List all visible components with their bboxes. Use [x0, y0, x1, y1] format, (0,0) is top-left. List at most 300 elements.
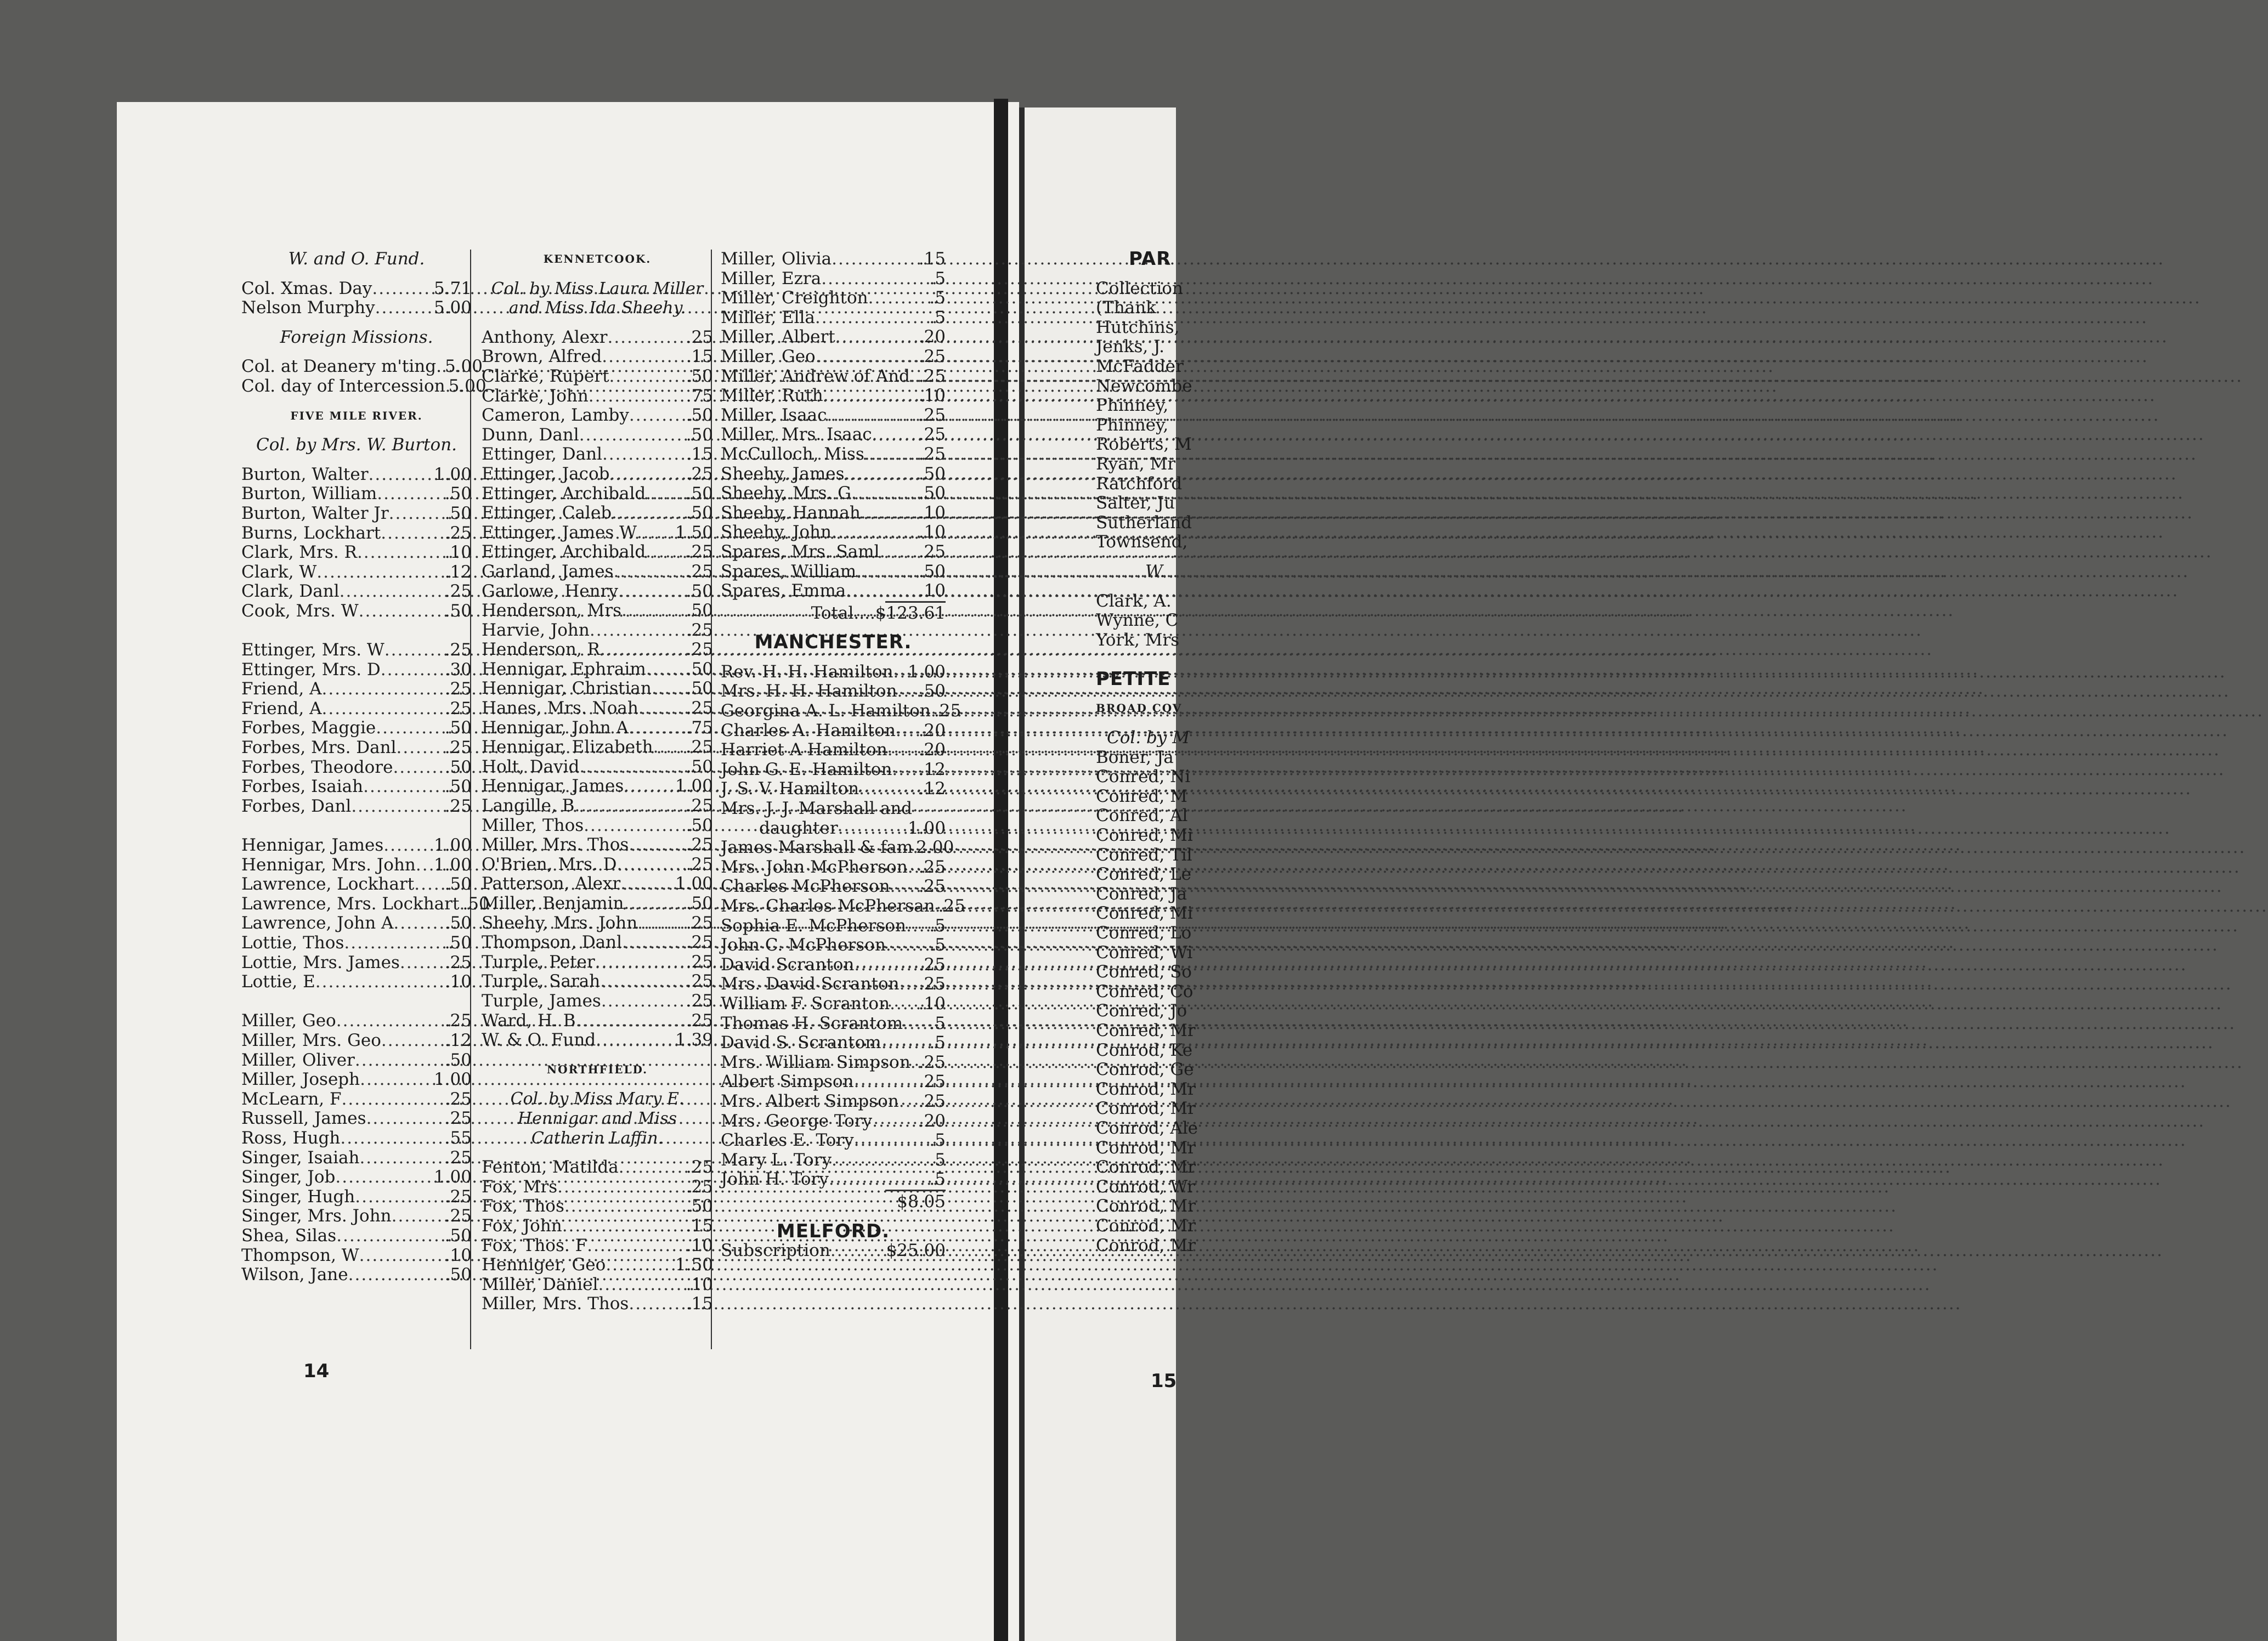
entry-name: Miller, Creighton [721, 288, 868, 308]
list-entry: Phinney, [1096, 415, 1169, 435]
entry-amount: .12 [918, 779, 946, 799]
entry-amount: .50 [686, 659, 713, 679]
dot-leader [612, 503, 686, 523]
entry-list [241, 835, 490, 992]
entry-name: Ettinger, Mrs. W [241, 640, 384, 660]
list-entry: Ratchford [1096, 473, 1183, 494]
entry-name: W. & O. Fund [482, 1030, 596, 1050]
list-entry [482, 426, 713, 445]
list-entry: Conred, Til [1096, 845, 1192, 865]
entry-amount: 1.00 [433, 835, 472, 856]
entry-amount: 1.39 [675, 1030, 713, 1050]
dot-leader [861, 503, 919, 523]
entry-name: Dunn, Danl [482, 425, 579, 445]
dot-leader [624, 777, 675, 796]
entry-amount: .25 [918, 1072, 946, 1092]
entry-amount: .5 [929, 915, 946, 936]
dot-leader [864, 445, 919, 465]
list-entry [482, 1294, 713, 1314]
entry-name: Clark, Mrs. R [241, 542, 357, 563]
entry-name: J. S. V. Hamilton [721, 779, 859, 799]
section-heading: NORTHFIELD. [546, 1062, 648, 1076]
list-entry [482, 679, 713, 699]
column-1 [241, 249, 490, 1285]
entry-amount: .20 [918, 327, 946, 347]
entry-amount: .25 [686, 1010, 713, 1031]
list-entry [241, 1246, 472, 1266]
list-entry [241, 875, 472, 895]
entry-list [241, 641, 472, 816]
entry-amount: 5.00 [444, 357, 483, 377]
entry-name: Col. at Deanery m'ting. [241, 357, 442, 377]
manchester-total: $8.05 [897, 1191, 946, 1212]
entry-name: William F. Scranton [721, 993, 890, 1014]
list-entry [241, 699, 472, 719]
dot-leader [574, 796, 686, 816]
entry-amount: .25 [686, 1176, 713, 1197]
list-entry: Wynne, C [1096, 610, 1179, 631]
dot-leader [342, 1090, 445, 1110]
entry-amount: .5 [929, 1033, 946, 1053]
list-entry: Roberts, M [1096, 434, 1192, 455]
list-entry [721, 994, 946, 1014]
dot-leader [316, 563, 444, 582]
list-entry [721, 581, 946, 601]
dot-leader [579, 757, 686, 777]
dot-leader [596, 1031, 675, 1050]
entry-amount: .25 [918, 1091, 946, 1111]
list-entry [721, 269, 946, 289]
entry-amount: $25.00 [886, 1241, 946, 1261]
entry-amount: .25 [686, 620, 713, 640]
entry-name: Miller, Isaac [721, 405, 827, 425]
entry-list [241, 279, 472, 318]
entry-name: John C. McPherson [721, 935, 886, 955]
entry-name: Lawrence, Mrs. Lockhart [241, 893, 460, 914]
dot-leader [355, 1187, 444, 1207]
entry-name: Wilson, Jane [241, 1265, 348, 1285]
list-entry [241, 797, 472, 817]
list-entry [241, 1226, 472, 1246]
entry-amount: .50 [686, 366, 713, 386]
list-entry [241, 758, 472, 778]
section-heading: FIVE MILE RIVER. [290, 409, 423, 422]
list-entry: Conrod, Mr [1096, 1138, 1196, 1158]
collector-line: Catherin Laffin. [531, 1128, 664, 1148]
entry-amount: .50 [686, 815, 713, 835]
list-entry [482, 640, 713, 660]
list-entry [241, 484, 472, 504]
dot-leader [377, 484, 444, 504]
entry-amount: .50 [444, 777, 472, 797]
list-entry: Conred, Al [1096, 806, 1188, 826]
entry-name: O'Brien, Mrs. D [482, 854, 617, 874]
entry-amount: .20 [918, 740, 946, 760]
dot-leader [910, 1053, 919, 1073]
list-entry [241, 1011, 472, 1031]
dot-leader [576, 1011, 686, 1031]
entry-amount: .50 [686, 601, 713, 621]
dot-leader [393, 914, 444, 933]
dot-leader [622, 933, 686, 953]
list-entry [721, 760, 946, 780]
entry-amount: .50 [444, 874, 472, 895]
entry-list [721, 819, 946, 839]
entry-amount: .25 [686, 854, 713, 874]
entry-amount: .5 [929, 935, 946, 955]
entry-name: Mrs. William Simpson [721, 1052, 910, 1072]
entry-list [721, 250, 946, 601]
section-heading: W. [1145, 561, 1166, 581]
entry-amount: .5 [929, 1169, 946, 1190]
entry-name: Singer, Isaiah [241, 1147, 360, 1168]
list-entry: Salter, Ju [1096, 493, 1175, 513]
dot-leader [887, 740, 919, 760]
entry-name: Spares, William [721, 561, 857, 581]
dot-leader [366, 1109, 445, 1129]
section-heading: W. and O. Fund. [288, 249, 425, 269]
entry-amount: .50 [444, 484, 472, 504]
dot-leader [637, 523, 675, 543]
entry-amount: .50 [686, 893, 713, 913]
entry-amount: .75 [686, 386, 713, 406]
dot-leader [389, 504, 445, 524]
entry-amount: .12 [918, 759, 946, 779]
dot-leader [589, 387, 686, 406]
entry-amount: .25 [444, 698, 472, 718]
list-entry [482, 835, 713, 855]
dot-leader [854, 1072, 919, 1092]
list-entry [482, 347, 713, 367]
list-entry [482, 1031, 713, 1050]
entry-amount: .10 [444, 972, 472, 992]
list-entry: McFadder [1096, 356, 1184, 376]
dot-leader [602, 445, 686, 465]
dot-leader [584, 816, 686, 836]
list-entry: Conred, Mi [1096, 903, 1193, 924]
entry-list [1096, 748, 1238, 1255]
entry-amount: .50 [918, 561, 946, 581]
entry-name: Singer, Hugh [241, 1186, 355, 1207]
dot-leader [832, 523, 919, 542]
entry-name: Garland, James [482, 561, 614, 581]
list-entry [482, 933, 713, 953]
entry-amount: .25 [686, 971, 713, 992]
page-number: 15 [1151, 1370, 1177, 1392]
entry-amount: .25 [686, 327, 713, 347]
list-entry [721, 838, 954, 858]
dot-leader [372, 279, 434, 299]
list-entry: Boner, Ja [1096, 747, 1174, 767]
list-entry [241, 1265, 472, 1285]
list-entry: Ryan, Mr [1096, 454, 1176, 474]
list-entry [241, 1129, 472, 1148]
entry-amount: 1.00 [907, 661, 946, 682]
page-number: 14 [303, 1360, 330, 1382]
list-entry [721, 406, 946, 426]
list-entry [241, 298, 472, 318]
entry-name: Garlowe, Henry [482, 581, 618, 601]
entry-amount: .12 [444, 1030, 472, 1050]
dot-leader [414, 875, 444, 895]
dot-leader [617, 855, 686, 875]
entry-name: Mrs. Albert Simpson [721, 1091, 899, 1111]
dot-leader [590, 621, 686, 641]
dot-leader [336, 1011, 445, 1031]
entry-name: Subscription [721, 1241, 830, 1261]
entry-name: Rev. H. H. Hamilton [721, 661, 893, 682]
entry-name: Clarke, John [482, 386, 589, 406]
entry-amount: .25 [686, 542, 713, 562]
entry-name: Ettinger, James W [482, 522, 637, 542]
entry-amount: 2.00 [916, 838, 954, 858]
list-entry [482, 523, 713, 543]
list-entry [241, 357, 483, 377]
list-entry: Townsend, [1096, 532, 1188, 552]
entry-name: Lottie, E [241, 972, 315, 992]
list-entry [482, 757, 713, 777]
entry-name: Spares, Mrs. Saml [721, 541, 880, 562]
collector-line: Col. by Miss Mary E. [510, 1089, 685, 1109]
list-entry [721, 682, 946, 701]
entry-amount: .10 [444, 1245, 472, 1265]
entry-name: Lawrence, John A [241, 913, 394, 933]
list-entry: Conred, Ja [1096, 884, 1187, 904]
dot-leader [652, 679, 686, 699]
dot-leader [832, 250, 919, 269]
entry-name: Sheehy, James [721, 463, 845, 484]
list-entry [721, 1033, 946, 1053]
entry-name: Fox, Mrs [482, 1176, 558, 1197]
entry-amount: .25 [444, 952, 472, 972]
dot-leader [609, 367, 686, 387]
dot-leader [384, 641, 445, 660]
entry-name: Henniger, Geo [482, 1255, 606, 1275]
dot-leader [336, 1226, 444, 1246]
entry-amount: 1.50 [675, 522, 713, 542]
list-entry: Conrod, Ale [1096, 1118, 1198, 1138]
list-entry [482, 972, 713, 992]
entry-name: Miller, Oliver [241, 1050, 355, 1070]
list-entry: Conred, Ni [1096, 767, 1191, 787]
list-entry [241, 836, 472, 856]
entry-amount: .25 [686, 796, 713, 816]
dot-leader [893, 663, 908, 682]
entry-name: Miller, Andrew of And [721, 366, 910, 386]
entry-name: Miller, Geo [241, 1011, 336, 1031]
entry-name: Burns, Lockhart [241, 523, 381, 543]
dot-leader [376, 718, 444, 738]
entry-name: James Marshall & fam [721, 838, 913, 858]
entry-name: Clark, Danl [241, 581, 340, 602]
entry-name: Patterson, Alexr [482, 874, 621, 894]
entry-amount: 1.00 [433, 855, 472, 875]
entry-amount: .75 [686, 717, 713, 738]
dot-leader [340, 582, 445, 602]
entry-amount: .50 [686, 1196, 713, 1216]
list-entry [482, 953, 713, 972]
dot-leader [621, 601, 686, 621]
entry-amount: .25 [686, 561, 713, 581]
entry-name: Turple, James [482, 991, 601, 1011]
entry-amount: .10 [918, 502, 946, 523]
list-entry: Conred, Lo [1096, 923, 1192, 943]
list-entry: Conrod, Mr [1096, 1215, 1196, 1236]
entry-amount: .25 [686, 835, 713, 855]
entry-name: McLearn, F [241, 1089, 342, 1109]
entry-amount: .25 [918, 954, 946, 975]
entry-amount: .25 [444, 679, 472, 699]
entry-name: Miller, Benjamin [482, 893, 624, 913]
entry-name: Sophia E. McPherson [721, 915, 906, 936]
entry-name: Holt, David [482, 756, 580, 777]
dot-leader [859, 779, 919, 799]
entry-amount: 1.00 [433, 464, 472, 484]
entry-amount: .10 [444, 542, 472, 563]
entry-name: Ettinger, Jacob [482, 463, 610, 484]
dot-leader [619, 1158, 686, 1178]
dot-leader [344, 933, 444, 953]
entry-name: Miller, Thos [482, 815, 584, 835]
dot-leader [600, 972, 686, 992]
entry-name: Miller, Ezra [721, 268, 822, 288]
entry-amount: .10 [918, 386, 946, 406]
entry-amount: .25 [686, 640, 713, 660]
dot-leader [890, 994, 919, 1014]
entry-name: Ross, Hugh [241, 1128, 341, 1148]
entry-amount: .50 [444, 1050, 472, 1070]
dot-leader [557, 1178, 686, 1197]
dot-leader [562, 1216, 686, 1236]
dot-leader [587, 1236, 686, 1256]
entry-amount: 1.00 [433, 1070, 472, 1090]
list-entry [482, 621, 713, 641]
entry-amount: .5 [929, 1013, 946, 1033]
dot-leader [400, 953, 445, 973]
entry-amount: .50 [686, 483, 713, 503]
list-entry [721, 1131, 946, 1151]
entry-name: Charles McPherson [721, 876, 890, 897]
list-entry [721, 779, 946, 799]
dot-leader [381, 1031, 445, 1051]
entry-name: Miller, Geo [721, 346, 816, 366]
entry-amount: 1.00 [433, 1167, 472, 1187]
list-entry [241, 1207, 472, 1226]
list-entry: Conred, Jo [1096, 1001, 1187, 1021]
entry-name: Ettinger, Caleb [482, 503, 612, 523]
entry-name: Forbes, Theodore [241, 757, 393, 777]
list-entry [241, 602, 472, 621]
list-entry: Conrod, Ke [1096, 1040, 1193, 1060]
list-entry [241, 933, 472, 953]
entry-name: Brown, Alfred [482, 347, 602, 367]
entry-list [721, 1241, 946, 1261]
dot-leader [595, 953, 686, 972]
entry-name: Mrs. H. H. Hamilton [721, 681, 897, 701]
entry-name: Henderson, Mrs [482, 601, 622, 621]
list-entry [241, 856, 472, 875]
list-entry [482, 465, 713, 484]
entry-list [721, 838, 965, 1190]
list-entry [721, 1170, 946, 1190]
entry-amount: .50 [444, 1265, 472, 1285]
dot-leader [835, 327, 919, 347]
list-entry: Sutherland [1096, 512, 1192, 533]
list-entry [721, 858, 946, 878]
dot-leader [610, 465, 686, 484]
entry-name: Hennigar, John A [482, 717, 629, 738]
list-entry [482, 816, 713, 836]
entry-name: Hennigar, James [241, 835, 384, 856]
entry-amount: .25 [444, 523, 472, 543]
dot-leader [816, 347, 919, 367]
entry-amount: .25 [444, 796, 472, 816]
entry-name: Albert Simpson [721, 1072, 854, 1092]
list-entry [241, 1090, 472, 1110]
dot-leader [851, 484, 919, 503]
entry-amount: .50 [686, 678, 713, 699]
list-entry [482, 796, 713, 816]
list-entry [482, 738, 713, 757]
list-entry: Phinney, [1096, 395, 1169, 416]
entry-name: daughter [759, 818, 838, 838]
dot-leader [886, 936, 930, 955]
list-entry [721, 347, 946, 367]
list-entry [482, 1275, 713, 1295]
entry-amount: .50 [444, 601, 472, 621]
dot-leader [360, 1070, 434, 1090]
entry-amount: 1.50 [675, 1255, 713, 1275]
entry-name: Forbes, Mrs. Danl [241, 738, 397, 758]
entry-amount: .25 [918, 541, 946, 562]
entry-name: Ettinger, Archibald [482, 542, 646, 562]
list-entry [721, 721, 946, 741]
list-entry [482, 1178, 713, 1197]
list-entry [482, 445, 713, 465]
list-entry [721, 916, 946, 936]
entry-name: Fenton, Matilda [482, 1157, 619, 1178]
list-entry [241, 279, 472, 299]
dot-leader [607, 328, 686, 348]
entry-amount: 5.00 [433, 298, 472, 318]
entry-name: Lottie, Mrs. James [241, 952, 400, 972]
entry-amount: .25 [444, 1089, 472, 1109]
list-entry [482, 894, 713, 914]
dot-leader [629, 406, 686, 426]
entry-amount: .50 [686, 581, 713, 601]
section-heading: MELFORD. [776, 1220, 890, 1242]
list-entry [241, 718, 472, 738]
dot-leader [381, 660, 445, 680]
dot-leader [854, 1131, 930, 1151]
entry-name: Thompson, W [241, 1245, 359, 1265]
list-entry [482, 542, 713, 562]
list-entry [241, 893, 490, 914]
list-entry [721, 955, 946, 975]
dot-leader [832, 1151, 929, 1170]
dot-leader [899, 1092, 919, 1112]
list-entry [721, 367, 946, 387]
entry-name: Sheehy, Mrs. John [482, 913, 638, 933]
entry-list [241, 1011, 472, 1284]
entry-name: Mrs. David Scranton [721, 974, 900, 994]
dot-leader [359, 602, 445, 621]
entry-name: Hennigar, Elizabeth [482, 737, 653, 757]
dot-leader [845, 465, 919, 484]
dot-leader [315, 972, 445, 992]
dot-leader [393, 758, 444, 778]
entry-name: Col. day of Intercession [241, 376, 445, 396]
